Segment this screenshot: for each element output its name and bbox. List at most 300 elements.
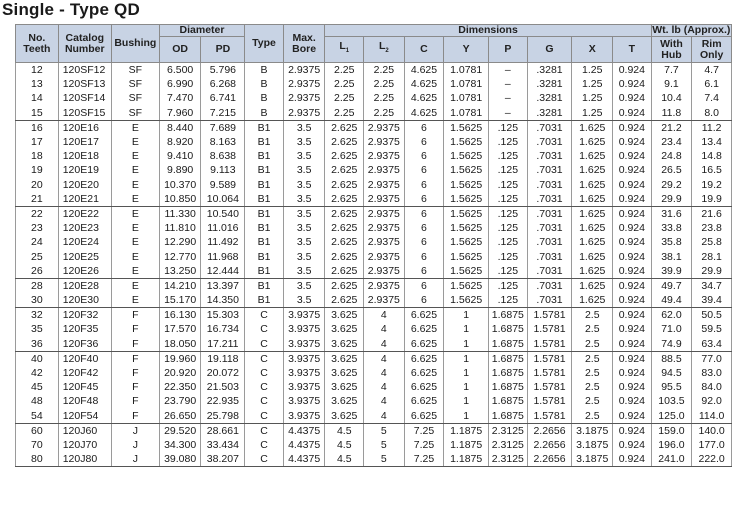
cell-od: 7.470 [159,91,201,105]
cell-l2: 2.9375 [364,120,405,135]
cell-t: 0.924 [613,249,652,263]
cell-l1: 3.625 [325,337,364,352]
cell-catalog: 120E25 [58,249,111,263]
cell-l2: 2.25 [364,106,405,121]
cell-bushing: E [111,249,159,263]
cell-with-hub: 9.1 [651,77,692,91]
cell-teeth: 45 [16,380,59,394]
table-row [16,235,732,249]
header-l2-subscript: 2 [385,48,389,55]
header-diameter: Diameter [159,25,244,37]
cell-p: 2.3125 [489,438,528,452]
cell-c: 6.625 [404,308,444,323]
cell-l1: 2.625 [325,206,364,221]
table-row [16,438,732,452]
cell-g: .7031 [527,221,572,235]
cell-g: 1.5781 [527,337,572,352]
cell-l2: 4 [364,394,405,408]
table-row [16,221,732,235]
cell-type: B1 [245,120,284,135]
cell-t: 0.924 [613,221,652,235]
cell-l2: 4 [364,322,405,336]
cell-with-hub: 31.6 [651,206,692,221]
cell-teeth: 15 [16,106,59,121]
cell-type: B1 [245,235,284,249]
cell-l2: 4 [364,351,405,366]
cell-l2: 4 [364,409,405,424]
cell-c: 6 [404,120,444,135]
cell-rim-only: 28.1 [692,249,732,263]
cell-p: 1.6875 [489,337,528,352]
cell-type: C [245,337,284,352]
cell-pd: 7.215 [201,106,245,121]
cell-x: 2.5 [572,308,613,323]
cell-bushing: SF [111,91,159,105]
cell-bushing: E [111,135,159,149]
cell-with-hub: 21.2 [651,120,692,135]
cell-l1: 2.625 [325,235,364,249]
cell-g: 1.5781 [527,394,572,408]
cell-bushing: E [111,149,159,163]
cell-g: .7031 [527,293,572,308]
cell-type: C [245,380,284,394]
cell-l1: 3.625 [325,351,364,366]
cell-c: 6.625 [404,409,444,424]
cell-pd: 38.207 [201,452,245,467]
cell-pd: 20.072 [201,366,245,380]
cell-t: 0.924 [613,106,652,121]
cell-bushing: E [111,221,159,235]
header-with-hub: With Hub [651,37,692,63]
cell-t: 0.924 [613,278,652,293]
cell-l1: 4.5 [325,452,364,467]
cell-t: 0.924 [613,308,652,323]
cell-t: 0.924 [613,438,652,452]
cell-l1: 4.5 [325,438,364,452]
cell-max-bore: 3.9375 [283,337,325,352]
cell-pd: 9.589 [201,178,245,192]
cell-y: 1.5625 [444,120,489,135]
cell-max-bore: 3.9375 [283,351,325,366]
cell-p: .125 [489,206,528,221]
cell-teeth: 25 [16,249,59,263]
cell-t: 0.924 [613,293,652,308]
cell-c: 6.625 [404,366,444,380]
cell-pd: 11.492 [201,235,245,249]
cell-type: B1 [245,293,284,308]
cell-od: 34.300 [159,438,201,452]
table-row [16,293,732,308]
cell-max-bore: 3.5 [283,249,325,263]
cell-p: 1.6875 [489,394,528,408]
cell-pd: 11.016 [201,221,245,235]
cell-x: 2.5 [572,409,613,424]
cell-rim-only: 13.4 [692,135,732,149]
table-row [16,452,732,467]
cell-g: 2.2656 [527,423,572,438]
cell-c: 6 [404,135,444,149]
cell-rim-only: 114.0 [692,409,732,424]
cell-x: 3.1875 [572,452,613,467]
cell-rim-only: 6.1 [692,77,732,91]
cell-y: 1.5625 [444,135,489,149]
cell-y: 1.5625 [444,249,489,263]
cell-x: 1.625 [572,135,613,149]
header-p: P [489,37,528,63]
cell-od: 26.650 [159,409,201,424]
cell-type: B1 [245,163,284,177]
cell-pd: 12.444 [201,264,245,279]
cell-od: 10.370 [159,178,201,192]
cell-y: 1.5625 [444,293,489,308]
cell-type: B1 [245,149,284,163]
cell-max-bore: 3.5 [283,120,325,135]
cell-x: 2.5 [572,366,613,380]
cell-with-hub: 95.5 [651,380,692,394]
cell-with-hub: 159.0 [651,423,692,438]
table-row [16,178,732,192]
cell-catalog: 120SF15 [58,106,111,121]
cell-x: 2.5 [572,394,613,408]
cell-g: 1.5781 [527,351,572,366]
cell-rim-only: 8.0 [692,106,732,121]
cell-bushing: F [111,366,159,380]
cell-with-hub: 10.4 [651,91,692,105]
cell-type: B [245,106,284,121]
cell-rim-only: 14.8 [692,149,732,163]
cell-l2: 2.25 [364,63,405,78]
cell-l1: 2.25 [325,106,364,121]
cell-c: 7.25 [404,423,444,438]
cell-l2: 4 [364,337,405,352]
cell-x: 1.25 [572,106,613,121]
cell-l1: 2.625 [325,178,364,192]
cell-type: B1 [245,206,284,221]
cell-with-hub: 241.0 [651,452,692,467]
cell-c: 6 [404,293,444,308]
cell-t: 0.924 [613,178,652,192]
cell-x: 1.625 [572,264,613,279]
cell-teeth: 35 [16,322,59,336]
cell-p: .125 [489,178,528,192]
cell-bushing: E [111,235,159,249]
cell-l2: 2.9375 [364,206,405,221]
cell-x: 1.25 [572,63,613,78]
cell-teeth: 54 [16,409,59,424]
cell-teeth: 48 [16,394,59,408]
cell-g: 2.2656 [527,438,572,452]
cell-p: 1.6875 [489,351,528,366]
cell-p: – [489,106,528,121]
table-row [16,249,732,263]
cell-l1: 3.625 [325,366,364,380]
cell-rim-only: 39.4 [692,293,732,308]
cell-l2: 2.9375 [364,293,405,308]
cell-y: 1.1875 [444,438,489,452]
cell-y: 1.5625 [444,178,489,192]
cell-p: 1.6875 [489,409,528,424]
cell-teeth: 22 [16,206,59,221]
cell-l1: 2.625 [325,293,364,308]
cell-type: B1 [245,192,284,207]
cell-max-bore: 3.9375 [283,308,325,323]
cell-bushing: F [111,351,159,366]
table-row [16,163,732,177]
cell-od: 6.990 [159,77,201,91]
cell-with-hub: 38.1 [651,249,692,263]
cell-t: 0.924 [613,380,652,394]
cell-catalog: 120E18 [58,149,111,163]
cell-g: .7031 [527,163,572,177]
cell-l1: 3.625 [325,380,364,394]
cell-c: 6 [404,264,444,279]
cell-p: .125 [489,235,528,249]
table-row [16,77,732,91]
cell-t: 0.924 [613,206,652,221]
cell-max-bore: 3.5 [283,264,325,279]
cell-with-hub: 71.0 [651,322,692,336]
cell-catalog: 120SF12 [58,63,111,78]
cell-teeth: 13 [16,77,59,91]
cell-g: .7031 [527,278,572,293]
cell-od: 23.790 [159,394,201,408]
cell-rim-only: 92.0 [692,394,732,408]
cell-catalog: 120J70 [58,438,111,452]
cell-with-hub: 35.8 [651,235,692,249]
table-row [16,337,732,352]
table-row [16,192,732,207]
cell-g: .7031 [527,120,572,135]
cell-l1: 2.25 [325,63,364,78]
cell-c: 6.625 [404,337,444,352]
cell-with-hub: 94.5 [651,366,692,380]
cell-y: 1 [444,394,489,408]
cell-l2: 5 [364,423,405,438]
cell-with-hub: 125.0 [651,409,692,424]
cell-teeth: 14 [16,91,59,105]
cell-catalog: 120F36 [58,337,111,352]
cell-c: 6 [404,163,444,177]
cell-bushing: E [111,278,159,293]
cell-x: 3.1875 [572,423,613,438]
cell-l2: 5 [364,452,405,467]
cell-c: 7.25 [404,438,444,452]
cell-with-hub: 29.2 [651,178,692,192]
cell-x: 1.625 [572,206,613,221]
cell-x: 1.625 [572,149,613,163]
cell-teeth: 42 [16,366,59,380]
cell-max-bore: 3.9375 [283,366,325,380]
cell-rim-only: 77.0 [692,351,732,366]
cell-rim-only: 50.5 [692,308,732,323]
cell-g: .7031 [527,249,572,263]
cell-bushing: J [111,452,159,467]
cell-max-bore: 3.5 [283,163,325,177]
cell-catalog: 120E28 [58,278,111,293]
cell-type: C [245,438,284,452]
cell-od: 11.810 [159,221,201,235]
cell-l2: 2.9375 [364,178,405,192]
cell-od: 17.570 [159,322,201,336]
cell-max-bore: 3.5 [283,135,325,149]
cell-pd: 21.503 [201,380,245,394]
cell-l1: 2.625 [325,135,364,149]
cell-bushing: SF [111,106,159,121]
cell-pd: 8.163 [201,135,245,149]
header-od: OD [159,37,201,63]
cell-teeth: 36 [16,337,59,352]
cell-pd: 33.434 [201,438,245,452]
cell-g: .3281 [527,63,572,78]
table-row [16,366,732,380]
header-no-teeth: No. Teeth [16,25,59,63]
cell-l1: 2.625 [325,221,364,235]
cell-bushing: F [111,409,159,424]
cell-max-bore: 2.9375 [283,91,325,105]
cell-bushing: E [111,192,159,207]
cell-rim-only: 7.4 [692,91,732,105]
table-row [16,120,732,135]
cell-x: 1.25 [572,77,613,91]
table-row [16,423,732,438]
cell-l1: 2.625 [325,149,364,163]
cell-x: 1.625 [572,293,613,308]
cell-y: 1.5625 [444,163,489,177]
cell-teeth: 16 [16,120,59,135]
cell-l1: 2.625 [325,163,364,177]
cell-l2: 2.25 [364,91,405,105]
header-l1-subscript: 1 [345,48,350,55]
cell-c: 4.625 [404,63,444,78]
cell-bushing: SF [111,63,159,78]
cell-bushing: F [111,322,159,336]
cell-rim-only: 19.2 [692,178,732,192]
cell-y: 1 [444,366,489,380]
cell-c: 6 [404,221,444,235]
cell-t: 0.924 [613,264,652,279]
cell-max-bore: 3.5 [283,149,325,163]
cell-teeth: 12 [16,63,59,78]
cell-type: C [245,423,284,438]
header-weight: Wt. lb (Approx.) [652,24,731,36]
cell-l1: 2.625 [325,120,364,135]
cell-g: .7031 [527,178,572,192]
header-y: Y [444,37,489,63]
cell-pd: 16.734 [201,322,245,336]
table-row [16,308,732,323]
cell-x: 1.625 [572,278,613,293]
cell-c: 6.625 [404,394,444,408]
cell-catalog: 120F40 [58,351,111,366]
cell-l2: 2.9375 [364,249,405,263]
cell-p: – [489,91,528,105]
table-row [16,149,732,163]
cell-c: 6 [404,206,444,221]
cell-t: 0.924 [613,135,652,149]
cell-teeth: 23 [16,221,59,235]
cell-g: .3281 [527,91,572,105]
cell-t: 0.924 [613,77,652,91]
cell-bushing: E [111,178,159,192]
cell-g: 1.5781 [527,308,572,323]
cell-t: 0.924 [613,163,652,177]
cell-l2: 2.9375 [364,264,405,279]
cell-od: 22.350 [159,380,201,394]
cell-g: .7031 [527,206,572,221]
cell-with-hub: 49.7 [651,278,692,293]
table-row [16,63,732,78]
cell-with-hub: 49.4 [651,293,692,308]
cell-catalog: 120F48 [58,394,111,408]
cell-catalog: 120F45 [58,380,111,394]
cell-od: 9.890 [159,163,201,177]
cell-l2: 4 [364,366,405,380]
cell-t: 0.924 [613,394,652,408]
cell-g: .3281 [527,106,572,121]
cell-type: C [245,409,284,424]
cell-t: 0.924 [613,149,652,163]
cell-p: 1.6875 [489,380,528,394]
cell-od: 11.330 [159,206,201,221]
cell-max-bore: 3.9375 [283,322,325,336]
page-title: Single - Type QD [2,0,140,19]
cell-with-hub: 24.8 [651,149,692,163]
cell-pd: 22.935 [201,394,245,408]
cell-y: 1.5625 [444,221,489,235]
cell-with-hub: 11.8 [651,106,692,121]
cell-p: .125 [489,135,528,149]
cell-c: 6 [404,235,444,249]
cell-y: 1 [444,409,489,424]
header-dimensions: Dimensions [325,25,651,37]
table-row [16,394,732,408]
cell-max-bore: 3.5 [283,206,325,221]
cell-catalog: 120F35 [58,322,111,336]
cell-rim-only: 19.9 [692,192,732,207]
cell-y: 1 [444,308,489,323]
cell-pd: 15.303 [201,308,245,323]
cell-od: 9.410 [159,149,201,163]
cell-p: 1.6875 [489,322,528,336]
cell-type: B1 [245,221,284,235]
cell-catalog: 120SF13 [58,77,111,91]
header-rim-only: Rim Only [692,37,732,63]
cell-p: .125 [489,264,528,279]
cell-p: .125 [489,221,528,235]
cell-x: 1.625 [572,249,613,263]
cell-teeth: 32 [16,308,59,323]
cell-catalog: 120E16 [58,120,111,135]
cell-pd: 11.968 [201,249,245,263]
cell-type: B1 [245,178,284,192]
cell-p: .125 [489,163,528,177]
header-max-bore: Max. Bore [283,25,325,63]
cell-od: 12.290 [159,235,201,249]
cell-teeth: 26 [16,264,59,279]
cell-t: 0.924 [613,351,652,366]
cell-l1: 3.625 [325,322,364,336]
cell-od: 16.130 [159,308,201,323]
cell-c: 6 [404,192,444,207]
cell-max-bore: 2.9375 [283,63,325,78]
cell-c: 6.625 [404,380,444,394]
cell-type: C [245,308,284,323]
header-g: G [527,37,572,63]
cell-l2: 2.9375 [364,192,405,207]
cell-l2: 2.9375 [364,149,405,163]
cell-bushing: E [111,293,159,308]
header-c: C [404,37,444,63]
